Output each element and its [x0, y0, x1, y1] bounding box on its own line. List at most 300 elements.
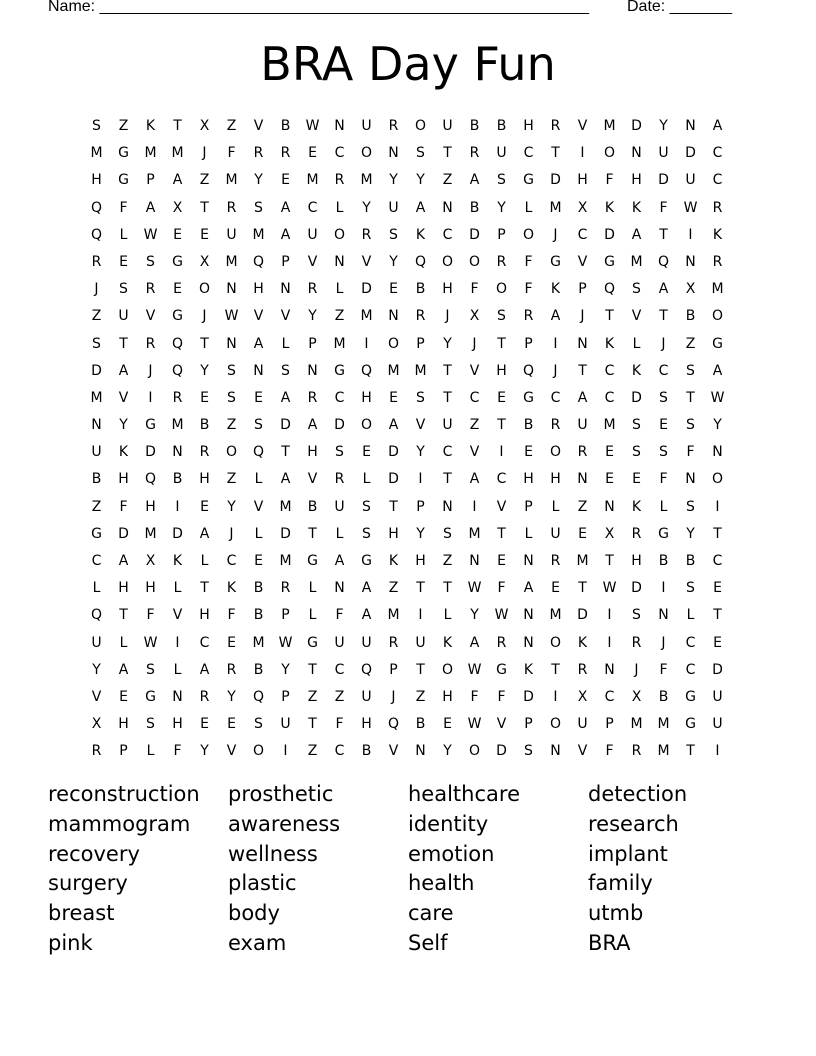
grid-letter: E [200, 498, 209, 515]
word-list-item: body [228, 901, 280, 926]
grid-letter: G [361, 553, 372, 569]
grid-letter: M [657, 716, 670, 733]
grid-letter: Q [90, 199, 103, 216]
grid-letter: L [146, 743, 155, 760]
grid-letter: L [119, 634, 128, 651]
grid-letter: S [416, 389, 425, 406]
grid-letter: D [496, 743, 507, 760]
grid-letter: O [603, 145, 616, 162]
grid-letter: S [686, 417, 695, 434]
grid-letter: Y [362, 199, 371, 216]
grid-letter: Y [443, 743, 452, 760]
word-list-item: identity [408, 811, 489, 836]
grid-letter: A [118, 661, 129, 678]
grid-letter: K [550, 281, 561, 298]
grid-letter: W [278, 634, 293, 651]
grid-letter: A [712, 362, 723, 379]
grid-letter: T [659, 308, 668, 325]
grid-letter: Y [416, 172, 425, 189]
grid-letter: N [226, 281, 237, 298]
grid-letter: N [172, 444, 183, 461]
grid-letter: Z [334, 308, 345, 325]
grid-letter: E [308, 145, 317, 162]
grid-letter: F [470, 281, 479, 298]
grid-letter: R [334, 471, 345, 488]
grid-letter: L [254, 525, 263, 542]
grid-letter: B [199, 417, 210, 434]
grid-letter: V [172, 607, 183, 624]
grid-letter: V [361, 253, 372, 270]
grid-letter: V [226, 743, 237, 760]
grid-letter: T [281, 444, 290, 461]
grid-letter: D [388, 471, 399, 488]
grid-letter: B [253, 580, 264, 597]
grid-letter: M [630, 253, 643, 270]
grid-letter: C [712, 145, 723, 162]
grid-letter: E [200, 716, 209, 733]
grid-letter: C [334, 661, 345, 678]
grid-letter: P [281, 253, 290, 270]
grid-letter: O [225, 444, 238, 461]
grid-letter: L [362, 471, 371, 488]
grid-letter: M [333, 335, 346, 352]
grid-letter: R [523, 308, 534, 325]
grid-letter: Q [360, 661, 373, 678]
grid-letter: S [524, 743, 533, 760]
grid-letter: X [91, 716, 102, 733]
grid-letter: U [577, 716, 588, 733]
grid-letter: A [280, 226, 291, 243]
grid-letter: K [712, 226, 723, 243]
grid-letter: I [283, 743, 288, 760]
grid-letter: O [711, 308, 724, 325]
grid-letter: V [577, 743, 588, 760]
grid-letter: D [361, 281, 372, 298]
grid-letter: D [280, 417, 291, 434]
grid-letter: I [499, 444, 504, 461]
grid-letter: U [388, 199, 399, 216]
grid-letter: K [145, 118, 156, 134]
grid-letter: B [307, 498, 318, 515]
grid-letter: U [307, 226, 318, 243]
grid-letter: L [335, 525, 344, 542]
grid-letter: D [712, 661, 723, 678]
grid-letter: W [467, 716, 482, 733]
grid-letter: O [549, 444, 562, 461]
grid-letter: J [472, 335, 477, 352]
grid-letter: H [631, 553, 642, 569]
grid-letter: G [172, 308, 183, 325]
grid-letter: G [91, 525, 102, 542]
grid-letter: X [577, 199, 588, 216]
grid-letter: S [254, 417, 263, 434]
grid-letter: R [550, 118, 561, 134]
grid-letter: D [172, 525, 183, 542]
grid-letter: M [171, 417, 184, 434]
grid-letter: G [334, 362, 345, 379]
grid-letter: Z [442, 553, 453, 569]
grid-letter: G [658, 525, 669, 542]
grid-letter: T [686, 743, 695, 760]
grid-letter: R [280, 580, 291, 597]
grid-letter: W [602, 580, 617, 597]
grid-letter: P [146, 172, 155, 189]
grid-letter: C [442, 444, 453, 461]
grid-letter: T [497, 417, 506, 434]
grid-letter: W [467, 580, 482, 597]
grid-letter: B [496, 118, 507, 134]
grid-letter: B [685, 308, 696, 325]
grid-letter: U [91, 634, 102, 651]
grid-letter: T [497, 525, 506, 542]
grid-letter: Q [90, 226, 103, 243]
grid-letter: X [631, 688, 642, 705]
grid-letter: X [469, 308, 480, 325]
word-list-item: wellness [228, 841, 318, 866]
grid-letter: C [712, 172, 723, 189]
grid-letter: C [577, 226, 588, 243]
grid-letter: N [334, 253, 345, 270]
grid-letter: H [145, 580, 156, 597]
grid-letter: H [523, 471, 534, 488]
grid-letter: R [307, 389, 318, 406]
grid-letter: N [523, 607, 534, 624]
grid-letter: R [145, 281, 156, 298]
grid-letter: V [253, 308, 264, 325]
grid-letter: K [226, 580, 237, 597]
grid-letter: N [415, 743, 426, 760]
grid-letter: U [415, 634, 426, 651]
grid-letter: T [416, 661, 425, 678]
grid-letter: E [524, 444, 533, 461]
grid-letter: S [659, 389, 668, 406]
header [48, 0, 748, 20]
grid-letter: H [118, 580, 129, 597]
grid-letter: U [361, 688, 372, 705]
word-list-item: implant [588, 841, 668, 866]
grid-letter: O [333, 226, 346, 243]
grid-letter: Z [415, 688, 426, 705]
grid-letter: T [497, 335, 506, 352]
letter-grid [83, 113, 731, 766]
grid-letter: E [713, 634, 722, 651]
grid-letter: X [577, 688, 588, 705]
grid-letter: N [226, 335, 237, 352]
grid-letter: M [90, 389, 103, 406]
grid-letter: E [254, 389, 263, 406]
grid-letter: U [226, 226, 237, 243]
grid-letter: E [119, 253, 128, 270]
grid-letter: R [631, 525, 642, 542]
grid-letter: X [172, 199, 183, 216]
grid-letter: Q [252, 253, 265, 270]
grid-letter: Y [92, 661, 101, 678]
grid-letter: A [307, 417, 318, 434]
grid-letter: V [388, 743, 399, 760]
grid-letter: S [497, 308, 506, 325]
grid-letter: X [685, 281, 696, 298]
grid-letter: L [524, 199, 533, 216]
grid-letter: R [361, 226, 372, 243]
grid-letter: E [173, 281, 182, 298]
grid-letter: G [712, 335, 723, 352]
grid-letter: A [280, 389, 291, 406]
grid-letter: V [253, 118, 264, 134]
grid-letter: N [712, 444, 723, 461]
grid-letter: Z [199, 172, 210, 189]
grid-letter: S [227, 389, 236, 406]
grid-letter: V [577, 253, 588, 270]
grid-letter: U [496, 145, 507, 162]
word-list-item: reconstruction [48, 782, 200, 806]
grid-letter: P [524, 335, 533, 352]
grid-letter: V [577, 118, 588, 134]
grid-letter: W [143, 634, 158, 651]
word-list [48, 780, 768, 959]
grid-letter: A [280, 199, 291, 216]
word-list-item: health [408, 871, 475, 896]
grid-letter: F [227, 145, 236, 162]
grid-letter: G [685, 688, 696, 705]
word-list-item: BRA [588, 930, 631, 955]
grid-letter: B [361, 743, 372, 760]
grid-letter: O [414, 118, 427, 134]
grid-letter: T [713, 607, 722, 624]
grid-letter: I [148, 389, 153, 406]
grid-letter: C [604, 688, 615, 705]
grid-letter: K [442, 634, 453, 651]
grid-letter: K [631, 362, 642, 379]
grid-letter: F [173, 743, 182, 760]
grid-letter: U [442, 118, 453, 134]
grid-letter: O [468, 253, 481, 270]
grid-letter: I [175, 498, 180, 515]
grid-letter: K [388, 553, 399, 569]
grid-letter: T [308, 716, 317, 733]
grid-letter: T [443, 389, 452, 406]
grid-letter: P [416, 498, 425, 515]
grid-letter: X [145, 553, 156, 569]
grid-letter: C [604, 362, 615, 379]
grid-letter: S [389, 226, 398, 243]
grid-letter: T [200, 199, 209, 216]
grid-letter: H [199, 607, 210, 624]
grid-letter: A [388, 417, 399, 434]
grid-letter: O [360, 145, 373, 162]
grid-letter: I [661, 580, 666, 597]
grid-letter: Y [200, 743, 209, 760]
grid-letter: F [335, 716, 344, 733]
word-list-item: emotion [408, 841, 495, 866]
grid-letter: G [496, 661, 507, 678]
grid-letter: G [550, 253, 561, 270]
grid-letter: C [685, 634, 696, 651]
grid-letter: C [712, 553, 723, 569]
grid-letter: Q [360, 362, 373, 379]
grid-letter: A [280, 471, 291, 488]
grid-letter: S [254, 199, 263, 216]
grid-letter: P [578, 281, 587, 298]
grid-letter: Y [470, 607, 479, 624]
grid-letter: L [659, 498, 668, 515]
grid-letter: L [308, 580, 317, 597]
name-field-label: Name: _______________________________________________________ [48, 0, 589, 15]
grid-letter: R [199, 688, 210, 705]
grid-letter: T [173, 118, 182, 134]
grid-letter: F [659, 661, 668, 678]
grid-letter: G [685, 716, 696, 733]
grid-letter: U [712, 688, 723, 705]
grid-letter: F [524, 281, 533, 298]
grid-letter: A [199, 525, 210, 542]
grid-letter: K [604, 335, 615, 352]
grid-letter: Q [171, 362, 184, 379]
grid-letter: T [578, 580, 587, 597]
grid-letter: P [281, 607, 290, 624]
grid-letter: J [445, 308, 450, 325]
grid-letter: U [334, 498, 345, 515]
grid-letter: E [605, 471, 614, 488]
grid-letter: M [630, 716, 643, 733]
grid-letter: C [334, 145, 345, 162]
grid-letter: P [119, 743, 128, 760]
grid-letter: U [118, 308, 129, 325]
grid-letter: I [418, 471, 423, 488]
grid-letter: H [145, 498, 156, 515]
grid-letter: V [118, 389, 129, 406]
grid-letter: N [604, 498, 615, 515]
grid-letter: Q [144, 471, 157, 488]
grid-letter: J [580, 308, 585, 325]
grid-letter: S [416, 145, 425, 162]
grid-letter: L [443, 607, 452, 624]
grid-letter: P [389, 661, 398, 678]
grid-letter: S [686, 362, 695, 379]
grid-letter: B [253, 661, 264, 678]
grid-letter: L [686, 607, 695, 624]
grid-letter: I [688, 226, 693, 243]
grid-letter: H [442, 688, 453, 705]
grid-letter: M [603, 118, 616, 134]
grid-letter: R [550, 553, 561, 569]
grid-letter: N [550, 743, 561, 760]
grid-letter: I [607, 607, 612, 624]
grid-letter: R [253, 145, 264, 162]
grid-letter: Y [416, 444, 425, 461]
grid-letter: V [91, 688, 102, 705]
grid-letter: P [497, 226, 506, 243]
grid-letter: F [119, 199, 128, 216]
grid-letter: K [118, 444, 129, 461]
grid-letter: C [469, 389, 480, 406]
grid-letter: T [713, 525, 722, 542]
grid-letter: P [605, 716, 614, 733]
grid-letter: M [414, 362, 427, 379]
grid-letter: G [118, 145, 129, 162]
grid-letter: F [605, 172, 614, 189]
grid-letter: H [253, 281, 264, 298]
grid-letter: N [172, 688, 183, 705]
grid-letter: O [468, 743, 481, 760]
grid-letter: E [389, 389, 398, 406]
grid-letter: T [200, 580, 209, 597]
grid-letter: E [200, 226, 209, 243]
grid-letter: N [307, 362, 318, 379]
grid-letter: I [364, 335, 369, 352]
grid-letter: Q [387, 716, 400, 733]
grid-letter: C [604, 389, 615, 406]
grid-letter: M [225, 253, 238, 270]
grid-letter: F [335, 607, 344, 624]
grid-letter: Q [522, 362, 535, 379]
grid-letter: A [118, 362, 129, 379]
grid-letter: I [175, 634, 180, 651]
grid-letter: G [307, 634, 318, 651]
grid-letter: E [659, 417, 668, 434]
grid-letter: D [523, 688, 534, 705]
grid-letter: E [713, 580, 722, 597]
grid-letter: C [523, 145, 534, 162]
grid-letter: S [632, 444, 641, 461]
grid-letter: N [91, 417, 102, 434]
grid-letter: B [658, 553, 669, 569]
grid-letter: R [577, 444, 588, 461]
grid-letter: E [254, 553, 263, 569]
grid-letter: N [685, 118, 696, 134]
grid-letter: Y [416, 525, 425, 542]
grid-letter: L [308, 607, 317, 624]
grid-letter: F [605, 743, 614, 760]
grid-letter: Q [414, 253, 427, 270]
grid-letter: A [469, 172, 480, 189]
grid-letter: O [441, 661, 454, 678]
grid-letter: H [631, 172, 642, 189]
grid-letter: G [523, 172, 534, 189]
grid-letter: C [91, 553, 102, 569]
grid-letter: C [685, 661, 696, 678]
grid-letter: D [685, 145, 696, 162]
grid-letter: W [494, 607, 509, 624]
grid-letter: C [226, 553, 237, 569]
grid-letter: O [441, 253, 454, 270]
grid-letter: O [549, 716, 562, 733]
grid-letter: M [225, 172, 238, 189]
grid-letter: Q [90, 607, 103, 624]
grid-letter: A [658, 281, 669, 298]
grid-letter: D [658, 172, 669, 189]
word-list-item: mammogram [48, 811, 191, 836]
grid-letter: Y [389, 172, 398, 189]
grid-letter: D [577, 607, 588, 624]
grid-letter: G [172, 253, 183, 270]
grid-letter: H [118, 471, 129, 488]
word-list-item: plastic [228, 871, 297, 896]
grid-letter: V [496, 716, 507, 733]
grid-letter: Y [308, 308, 317, 325]
grid-letter: W [683, 199, 698, 216]
grid-letter: F [497, 580, 506, 597]
grid-letter: X [199, 118, 210, 134]
grid-letter: R [469, 145, 480, 162]
grid-letter: A [415, 199, 426, 216]
word-list-item: care [408, 901, 454, 926]
grid-letter: D [280, 525, 291, 542]
grid-letter: J [148, 362, 153, 379]
grid-letter: R [307, 281, 318, 298]
grid-letter: T [416, 580, 425, 597]
grid-letter: W [224, 308, 239, 325]
grid-letter: V [496, 498, 507, 515]
